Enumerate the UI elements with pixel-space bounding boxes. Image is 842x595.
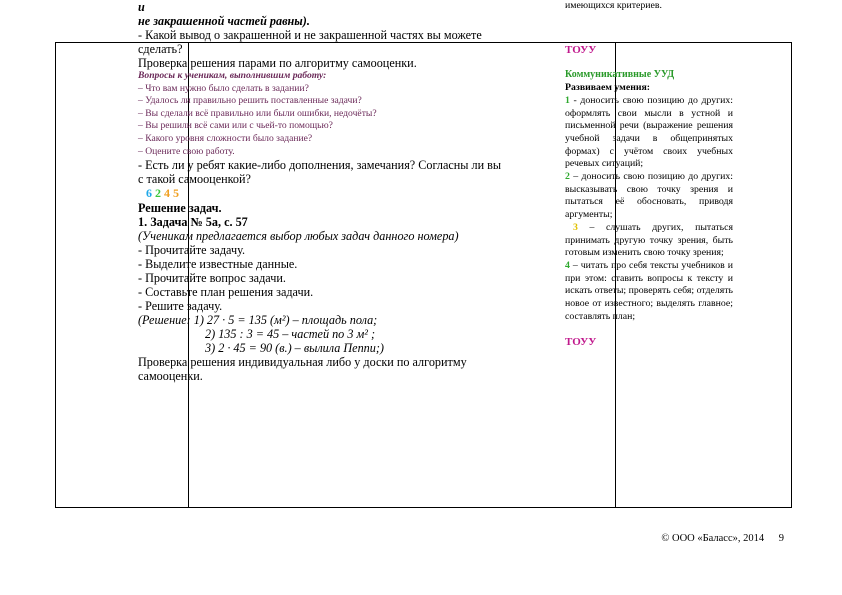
solution-line: 3) 2 · 45 = 90 (в.) – вылила Пеппи;) <box>205 341 384 356</box>
text-line: Проверка решения парами по алгоритму самооценки. <box>138 56 417 70</box>
uud-content <box>565 0 733 349</box>
solution-line: (Решение: 1) 27 · 5 = 135 (м²) – площадь пола; <box>138 313 378 328</box>
toyy-label: ТОУУ <box>565 43 597 56</box>
question-item: – Какого уровня сложности было задание? <box>138 132 313 144</box>
text-line: не закрашенной частей равны). <box>138 14 310 28</box>
skill-item: 3 – слушать других, пытаться принимать другую точку зрения, быть готовым изменить свою точку зрения; <box>565 221 733 259</box>
page-footer <box>661 533 784 544</box>
question-item: – Вы решили всё сами или с чьей-то помощью? <box>138 120 333 132</box>
solution-line: 2) 135 : 3 = 45 – частей по 3 м² ; <box>205 327 376 342</box>
section-heading: Коммуникативные УУД <box>565 69 675 81</box>
text-line: - Прочитайте задачу. <box>138 243 246 258</box>
skill-item: 1 - доносить свою позицию до других: оформлять свои мысли в устной и письменной речи (выражение решения учебной задачи в общепринятых формах) с учётом своих учебных речевых ситуаций; <box>565 94 733 170</box>
question-item: – Что вам нужно было сделать в задании? <box>138 82 309 94</box>
level-number: 4 <box>164 186 170 201</box>
questions-title: Вопросы к ученикам, выполнившим работу: <box>138 70 327 81</box>
skill-item: 4 – читать про себя тексты учебников и при этом: ставить вопросы к тексту и искать ответы; проверять себя; отделять новое от известного; выделять главное; составлять план; <box>565 259 733 322</box>
question-item: – Вы сделали всё правильно или были ошибки, недочёты? <box>138 107 377 119</box>
text-line: (Ученикам предлагается выбор любых задач данного номера) <box>138 229 459 244</box>
text-line: - Выделите известные данные. <box>138 257 298 272</box>
text-line: - Есть ли у ребят какие-либо дополнения, замечания? Согласны ли вы <box>138 158 502 173</box>
copyright: © ООО «Баласс», 2014 <box>661 533 765 544</box>
text-line: самооценки. <box>138 369 203 384</box>
level-number: 6 <box>146 186 152 201</box>
toyy-label: ТОУУ <box>565 336 597 349</box>
question-item: – Оцените свою работу. <box>138 145 235 157</box>
page-number: 9 <box>778 533 784 544</box>
lesson-content <box>138 0 560 383</box>
text-line: и <box>138 0 145 14</box>
text-line: - Какой вывод о закрашенной и не закрашенной частях вы можете <box>138 28 482 42</box>
section-heading: Решение задач. <box>138 201 222 216</box>
text-line: имеющихся критериев. <box>565 0 662 11</box>
question-item: – Удалось ли правильно решить поставленные задачи? <box>138 95 362 107</box>
skill-item: 2 – доносить свою позицию до других: высказывать свою точку зрения и пытаться её обосновать, приводя аргументы; <box>565 171 733 221</box>
level-number: 5 <box>173 186 179 201</box>
level-number: 2 <box>155 186 161 201</box>
task-heading: 1. Задача № 5а, с. 57 <box>138 215 248 230</box>
text-line: сделать? <box>138 42 183 56</box>
text-line: - Решите задачу. <box>138 299 223 314</box>
text-line: - Составьте план решения задачи. <box>138 285 314 300</box>
text-line: - Прочитайте вопрос задачи. <box>138 271 286 286</box>
text-line: с такой самооценкой? <box>138 172 251 187</box>
level-numbers <box>138 186 560 201</box>
subheading: Развиваем умения: <box>565 82 651 94</box>
text-line: Проверка решения индивидуальная либо у доски по алгоритму <box>138 355 467 370</box>
